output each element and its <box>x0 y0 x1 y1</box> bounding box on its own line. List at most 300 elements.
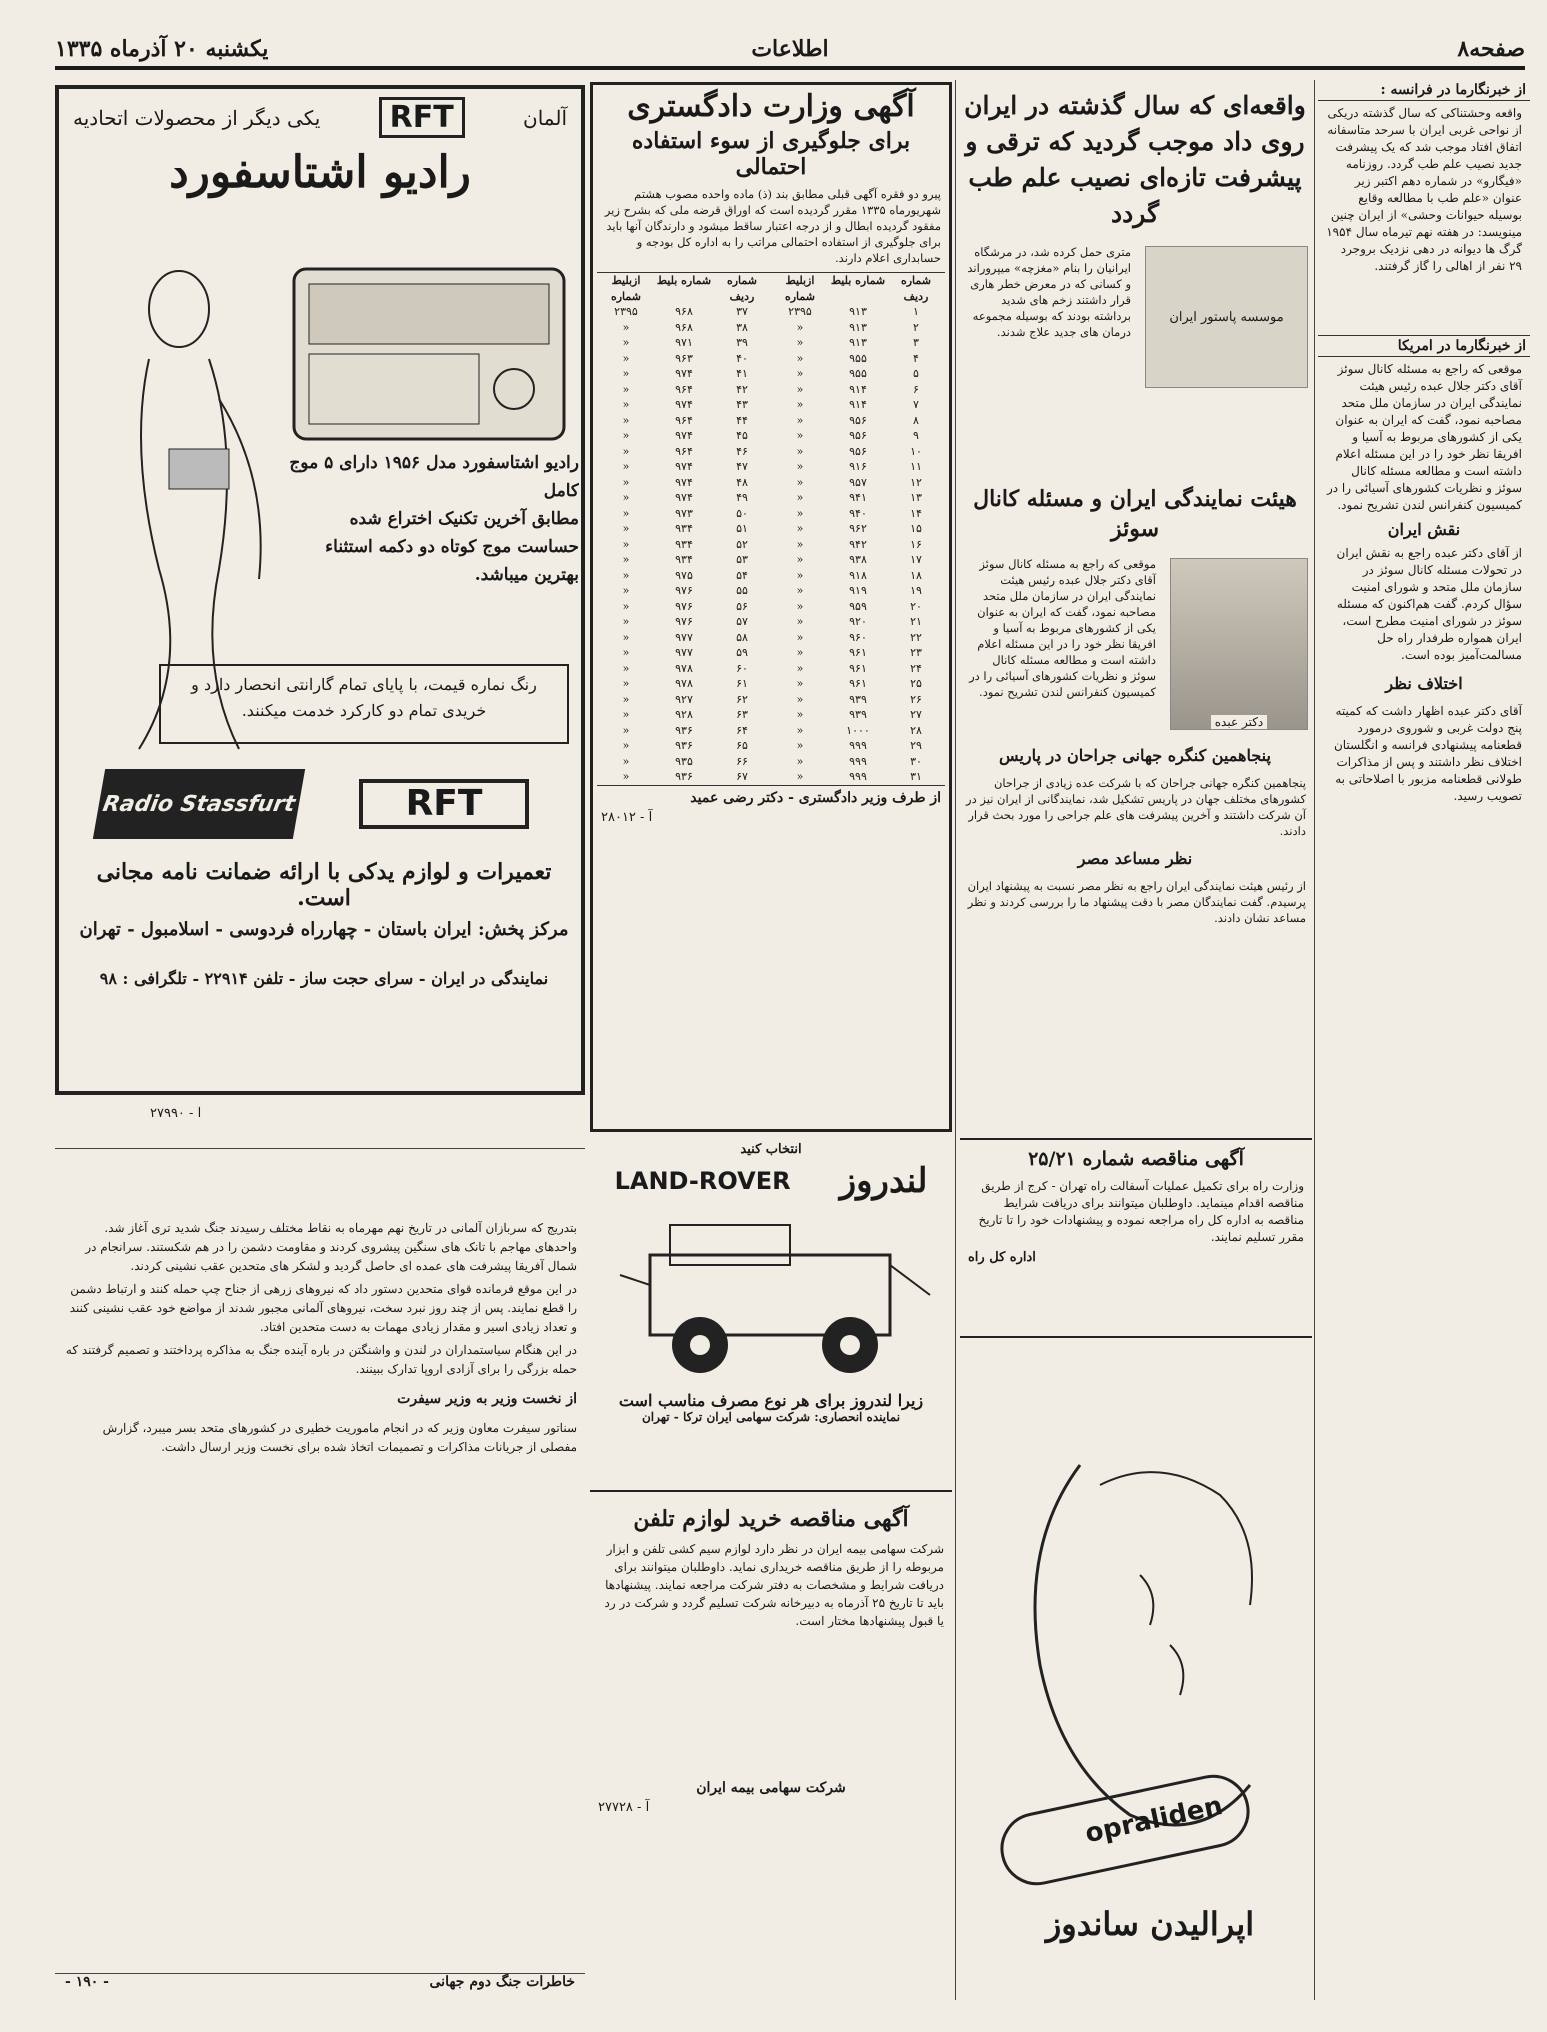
bond-table-cell: ۹۷۶ <box>675 584 693 597</box>
bond-table-row <box>597 490 945 506</box>
bond-table-cell: ۶ <box>913 382 919 396</box>
bond-table-cell: ۹ <box>913 429 919 442</box>
bond-table-cell: ۱ <box>913 305 919 318</box>
bond-table-row <box>597 537 945 553</box>
bond-table-cell: ۴۷ <box>736 460 748 473</box>
bond-table-cell: ۶۶ <box>736 754 748 768</box>
bond-table-cell: « <box>796 460 804 473</box>
bond-table-cell: ۹۳۶ <box>675 739 693 752</box>
bond-table-cell: « <box>622 413 630 427</box>
landrover-brand-fa: لندروز <box>839 1161 928 1201</box>
bond-table-cell: « <box>622 475 630 489</box>
bond-table-cell: ۶۰ <box>736 661 748 675</box>
war-body-1: بتدریج که سربازان آلمانی در تاریخ نهم مهرماه به نقاط مختلف رسیدند جنگ شدید تری آغاز شد. واحدهای مهاجم با تانک های سنگین پیشروی کردند و مقاومت دشمن را در هم شکستند. سرانجام در شمال آفریقا پیشرفت های عمده ای حاصل گردید و لشکر های متحدین عقب نشینی کردند. <box>85 1221 577 1273</box>
bond-table-cell: ۹۷۴ <box>675 367 693 380</box>
subhead-iran-role: نقش ایران <box>1387 520 1461 539</box>
war-body-2: در این موقع فرمانده قوای متحدین دستور داد که نیروهای زرهی از جناح چپ حمله کنند و ارتباط دشمن را قطع نمایند. پس از چند روز نبرد سخت، نیروهای آلمانی مجبور شدند از مواضع خود عقب نشینی کنند و تعداد زیادی اسیر و مقدار زیادی مهمات به دست متحدین افتاد. <box>69 1282 577 1334</box>
bond-table-cell: ۵۴ <box>736 568 748 582</box>
bond-table-cell: ۵۱ <box>736 522 748 535</box>
bond-table-row <box>597 304 945 320</box>
bond-table-cell: « <box>796 320 804 334</box>
bond-table-cell: ۹۱۹ <box>849 584 867 597</box>
road-tender-signature: اداره کل راه <box>968 1250 1036 1265</box>
rft-warranty-box: رنگ نماره قیمت، با پایای تمام گارانتی انحصار دارد و خریدی تمام دو کارکرد خدمت میکنند. <box>159 664 569 744</box>
bond-table-row <box>597 351 945 367</box>
bond-table-cell: ۲۳ <box>910 646 922 659</box>
bond-table-cell: ۹۳۶ <box>675 723 693 737</box>
bond-table-cell: ۹۵۶ <box>849 413 867 427</box>
ad-justice-ministry <box>590 82 952 1132</box>
bond-table-cell: « <box>796 661 804 675</box>
phone-tender-body: شرکت سهامی بیمه ایران در نظر دارد لوازم سیم کشی تلفن و ابزار مربوطه را از طریق مناقصه خریداری نماید. داوطلبان میتوانند برای دریافت شرایط و مشخصات به دفتر شرکت مراجعه نمایند. پیشنهادها باید تا تاریخ ۲۵ آذرماه به دبیرخانه شرکت تسلیم گردد و شرکت در رد یا قبول پیشنهادها مختار است. <box>604 1542 944 1628</box>
bond-table-cell: ۹۵۵ <box>849 351 867 365</box>
bond-table-row <box>597 382 945 398</box>
bond-table-cell: « <box>796 630 804 644</box>
bond-table-cell: ۳۰ <box>910 754 922 768</box>
bond-table-cell: ۹۱۶ <box>849 460 867 473</box>
bond-table-cell: ۶۳ <box>736 708 748 721</box>
landrover-illustration <box>590 1205 952 1385</box>
bond-table-cell: « <box>796 754 804 768</box>
bond-table-cell: ۴۹ <box>736 491 748 504</box>
bond-table-cell: ۴ <box>913 351 919 365</box>
bond-table-cell: ۵۵ <box>736 584 748 597</box>
bond-table-cell: « <box>796 692 804 706</box>
rft-service: تعمیرات و لوازم یدکی با ارائه ضمانت نامه مجانی است. <box>96 859 552 911</box>
bond-table-row <box>597 552 945 568</box>
bond-table-cell: « <box>622 692 630 706</box>
bond-table-row <box>597 413 945 429</box>
bond-table-cell: ۹۳۴ <box>675 522 693 535</box>
ad-rft-radio <box>55 85 585 1095</box>
rft-slogan: یکی دیگر از محصولات اتحادیه <box>73 105 321 130</box>
bond-table-cell: « <box>622 584 630 597</box>
bond-table-cell: ۴۵ <box>736 429 748 442</box>
bond-table-cell: ۶۱ <box>736 677 748 690</box>
bond-table <box>597 272 945 786</box>
bond-table-cell: « <box>622 553 630 566</box>
war-body-3: در این هنگام سیاستمداران در لندن و واشنگتن در باره آینده جنگ به مذاکره پرداختند و تصمیم گرفتند که حمله بزرگی را برای آزادی اروپا تدارک ببینند. <box>65 1343 577 1376</box>
bond-table-cell: ۹۷۸ <box>675 661 693 675</box>
bond-table-cell: « <box>796 599 804 613</box>
bond-table-row <box>597 692 945 708</box>
bond-table-header-cell: شماره بلیط <box>656 274 712 287</box>
bond-table-cell: ۶۷ <box>736 770 748 783</box>
bond-table-row <box>597 583 945 599</box>
bond-table-cell: « <box>622 646 630 659</box>
bond-table-cell: ۴۴ <box>736 413 748 427</box>
page-header <box>55 30 1525 70</box>
bond-table-cell: ۹۳۸ <box>849 553 867 566</box>
bond-table-header-cell: ازبلیط شماره <box>784 274 815 303</box>
bond-table-cell: « <box>622 320 630 334</box>
landrover-agent: نماینده انحصاری: شرکت سهامی ایران ترکا - تهران <box>641 1410 901 1424</box>
bond-table-cell: ۵۹ <box>736 646 748 659</box>
rft-ad-code: آ - ۲۷۹۹۰ <box>150 1106 202 1121</box>
war-subhead: از نخست وزیر به وزیر سیفرت <box>397 1391 577 1407</box>
subhead-disagreement: اختلاف نظر <box>1385 674 1463 693</box>
bond-table-cell: ۹۷۷ <box>675 646 693 659</box>
article-suez-body-c: آقای دکتر عبده اظهار داشت که کمیته پنج دولت غربی و شوروی درمورد قطعنامه پیشنهادی فرانسه و انگلستان اختلاف نظر داشتند و پس از مذاکرات طولانی قطعنامه مزبور با اصلاحاتی به تصویب رسید. <box>1333 704 1522 803</box>
bond-table-cell: ۱۳ <box>910 491 922 504</box>
road-tender-body: وزارت راه برای تکمیل عملیات آسفالت راه تهران - کرج از طریق مناقصه اقدام مینماید. داوطلبان میتوانند برای دریافت شرایط مناقصه به اداره کل راه مراجعه نموده و پیشنهادات خود را تا تاریخ مقرر تسلیم نمایند. <box>978 1179 1304 1244</box>
bond-table-cell: ۱۶ <box>910 537 922 551</box>
bond-table-cell: ۹۷۴ <box>675 475 693 489</box>
bond-table-cell: ۹۶۸ <box>675 320 693 334</box>
bond-table-row <box>597 645 945 661</box>
bond-table-cell: « <box>622 444 630 458</box>
bond-table-row <box>597 444 945 460</box>
bond-table-cell: ۹۶۱ <box>849 661 867 675</box>
bond-table-cell: ۹۹۹ <box>849 770 867 783</box>
ad-telephone-tender <box>590 1498 952 1998</box>
rft-description: مطابق آخرین تکنیک اختراع شده حساست موج کوتاه دو دکمه استثناء بهترین میباشد. <box>325 509 579 585</box>
bond-table-cell: ۹۱۴ <box>849 398 867 411</box>
bond-table-body <box>597 304 945 785</box>
column-right <box>1318 80 1530 2000</box>
bond-table-cell: « <box>796 351 804 365</box>
bond-table-row <box>597 366 945 382</box>
bond-table-cell: ۹۵۷ <box>849 475 867 489</box>
bond-table-cell: ۴۲ <box>736 382 748 396</box>
bond-table-cell: ۹۷۶ <box>675 615 693 628</box>
portrait-caption: دکتر عبده <box>1211 715 1267 729</box>
justice-ad-subtitle: برای جلوگیری از سوء استفاده احتمالی <box>631 128 911 180</box>
bond-table-cell: « <box>796 382 804 396</box>
bond-table-cell: « <box>622 351 630 365</box>
war-series-title: خاطرات جنگ دوم جهانی <box>429 1974 575 1990</box>
ad-opraliden <box>960 1345 1312 1995</box>
rft-distribution-center: مرکز پخش: ایران باستان - چهارراه فردوسی - اسلامبول - تهران <box>79 919 569 940</box>
bond-table-cell: ۲۱ <box>910 615 922 628</box>
road-tender-title: آگهی مناقصه شماره ۲۵/۲۱ <box>1028 1148 1244 1170</box>
bond-table-row <box>597 614 945 630</box>
pasteur-photo-caption: موسسه پاستور ایران <box>1169 309 1284 325</box>
bond-table-cell: ۹۶۸ <box>675 305 693 318</box>
page-number: صفحه۸ <box>1457 36 1525 62</box>
rft-model: رادیو اشتاسفورد مدل ۱۹۵۶ دارای ۵ موج کامل <box>289 453 579 501</box>
bond-table-cell: ۲ <box>913 320 919 334</box>
bond-table-row <box>597 754 945 770</box>
landrover-brand-en: LAND-ROVER <box>614 1167 791 1195</box>
justice-ad-code: آ - ۲۸۰۱۲ <box>601 809 653 825</box>
bond-table-cell: « <box>622 723 630 737</box>
bond-table-cell: ۹۴۲ <box>849 537 867 551</box>
bond-table-header <box>597 273 945 304</box>
bond-table-cell: ۹۱۳ <box>849 305 867 318</box>
bond-table-cell: « <box>796 506 804 520</box>
bond-table-cell: ۹۲۷ <box>675 692 693 706</box>
bond-table-cell: ۵۳ <box>736 553 748 566</box>
bond-table-cell: « <box>796 708 804 721</box>
bond-table-cell: ۹۱۳ <box>849 320 867 334</box>
bond-table-cell: « <box>796 770 804 783</box>
bond-table-cell: ۹۶۱ <box>849 646 867 659</box>
bond-table-cell: ۹۶۰ <box>849 630 867 644</box>
subhead-surgeons: پنجاهمین کنگره جهانی جراحان در پاریس <box>999 746 1271 765</box>
bond-table-cell: « <box>796 429 804 442</box>
bond-table-cell: « <box>796 739 804 752</box>
bond-table-cell: ۹۷۴ <box>675 398 693 411</box>
bond-table-cell: ۳۸ <box>736 320 748 334</box>
bond-table-cell: ۶۵ <box>736 739 748 752</box>
justice-ad-signature: از طرف وزیر دادگستری - دکتر رضی عمید <box>690 789 941 806</box>
opraliden-illustration <box>960 1345 1312 1995</box>
bond-table-cell: ۵۷ <box>736 615 748 628</box>
bond-table-row <box>597 738 945 754</box>
bond-table-cell: « <box>796 584 804 597</box>
rft-country: آلمان <box>523 105 567 130</box>
bond-table-cell: ۹۴۰ <box>849 506 867 520</box>
article-rabies-body-b: متری حمل کرده شد، در مرشگاه ایرانیان را بنام «مغزچه» میپروراند و کسانی که در معرض خطر هاری قرار داشتند زخم های شدید برداشته بودند که بوسیله مجموعه درمان های جدید علاج شدند. <box>967 245 1131 339</box>
headline-rabies: واقعه‌ای که سال گذشته در ایران روی داد موجب گردید که ترقی و پیشرفت تازه‌ای نصیب علم طب گردد <box>964 91 1306 228</box>
ad-road-tender <box>960 1138 1312 1338</box>
bond-table-cell: ۹۵۹ <box>849 599 867 613</box>
bond-table-cell: ۶۲ <box>736 692 748 706</box>
bond-table-cell: ۹۷۴ <box>675 429 693 442</box>
bond-table-cell: ۲۳۹۵ <box>614 305 638 318</box>
bond-table-row <box>597 335 945 351</box>
bond-table-row <box>597 459 945 475</box>
bond-table-cell: ۱۰ <box>910 444 922 458</box>
bond-table-cell: ۳۷ <box>736 305 748 318</box>
bond-table-row <box>597 397 945 413</box>
bond-table-cell: ۹۳۵ <box>675 754 693 768</box>
bond-table-row <box>597 707 945 723</box>
newspaper-name: اطلاعات <box>751 36 829 62</box>
bond-table-cell: « <box>622 739 630 752</box>
bond-table-cell: « <box>796 413 804 427</box>
bond-table-cell: « <box>622 398 630 411</box>
bond-table-cell: ۹۱۴ <box>849 382 867 396</box>
bond-table-cell: ۳ <box>913 336 919 349</box>
bond-table-row <box>597 521 945 537</box>
bond-table-cell: « <box>622 770 630 783</box>
bond-table-cell: « <box>796 568 804 582</box>
article-suez-body-a: موقعی که راجع به مسئله کانال سوئز آقای دکتر جلال عبده رئیس هیئت نمایندگی ایران در سازمان ملل متحد مصاحبه نمود، گفت که ایران به عنوان یکی از کشورهای مربوط به آسیا و افریقا نظر خود را در این مسئله اعلام داشته است و مطالعه مسئله کانال سوئز و نظریات کشورهای آسیائی را در کمیسیون کنفرانس لندن تشریح نمود. <box>1326 362 1522 512</box>
bond-table-cell: ۹۷۵ <box>675 568 693 582</box>
bond-table-cell: ۹۷۱ <box>675 336 693 349</box>
bond-table-cell: ۹۵۵ <box>849 367 867 380</box>
bond-table-cell: ۱۴ <box>910 506 922 520</box>
bond-table-cell: ۹۳۴ <box>675 537 693 551</box>
bond-table-cell: « <box>622 599 630 613</box>
rft-logo-top: RFT <box>379 97 465 138</box>
bond-table-cell: ۲۷ <box>910 708 922 721</box>
bond-table-cell: « <box>796 615 804 628</box>
bond-table-cell: « <box>622 522 630 535</box>
bond-table-cell: ۹۹۹ <box>849 739 867 752</box>
phone-tender-code: آ - ۲۷۷۲۸ <box>598 1800 650 1815</box>
bond-table-cell: ۲۵ <box>910 677 922 690</box>
bond-table-cell: ۹۱۳ <box>849 336 867 349</box>
bond-table-cell: ۴۰ <box>736 351 748 365</box>
bond-table-cell: ۲۴ <box>910 661 922 675</box>
bond-table-cell: ۹۶۴ <box>675 444 693 458</box>
bond-table-cell: ۹۲۰ <box>849 615 867 628</box>
bond-table-cell: « <box>622 506 630 520</box>
bond-table-header-cell: ازبلیط شماره <box>610 274 641 303</box>
bond-table-cell: ۱۰۰۰ <box>846 723 870 737</box>
bond-table-cell: ۹۶۴ <box>675 413 693 427</box>
bond-table-cell: ۹۳۴ <box>675 553 693 566</box>
bond-table-cell: ۳۱ <box>910 770 922 783</box>
bond-table-cell: ۹۳۹ <box>849 708 867 721</box>
bond-table-row <box>597 320 945 336</box>
kicker-france: از خبرنگارما در فرانسه : <box>1318 80 1530 101</box>
bond-table-row <box>597 568 945 584</box>
opraliden-brand-fa: اپرالیدن ساندوز <box>1045 1905 1255 1943</box>
bond-table-cell: « <box>622 754 630 768</box>
rft-agency: نمایندگی در ایران - سرای حجت ساز - تلفن ۲۲۹۱۴ - تلگرافی : ۹۸ <box>99 969 549 988</box>
bond-table-cell: « <box>796 646 804 659</box>
kicker-america: از خبرنگارما در امریکا <box>1318 335 1530 357</box>
bond-table-cell: ۹۷۴ <box>675 460 693 473</box>
article-surgeons-body: پنجاهمین کنگره جهانی جراحان که با شرکت عده زیادی از جراحان کشورهای مختلف جهان در پاریس تشکیل شد، نمایندگانی از ایران نیز در آن شرکت داشتند و آخرین پیشرفت های علم جراحی را مورد بحث قرار دادند. <box>966 776 1306 838</box>
bond-table-cell: ۹۶۴ <box>675 382 693 396</box>
bond-table-cell: ۹۷۳ <box>675 506 693 520</box>
bond-table-cell: « <box>796 677 804 690</box>
bond-table-cell: « <box>622 367 630 380</box>
phone-tender-signature: شرکت سهامی بیمه ایران <box>696 1780 846 1796</box>
bond-table-cell: ۹۳۶ <box>675 770 693 783</box>
bond-table-cell: ۲۶ <box>910 692 922 706</box>
war-body-4: سناتور سیفرت معاون وزیر که در انجام ماموریت خطیری در کشورهای متحد بسر میبرد، گزارش مفصلی از جریانات مذاکرات و تصمیمات اتخاذ شده برای نخست وزیر ارسال داشت. <box>102 1421 577 1454</box>
bond-table-cell: ۹۵۶ <box>849 429 867 442</box>
bond-table-cell: ۵ <box>913 367 919 380</box>
bond-table-cell: « <box>622 708 630 721</box>
bond-table-cell: « <box>622 630 630 644</box>
rft-product-name: رادیو اشتاسفورد <box>169 147 471 198</box>
bond-table-cell: « <box>622 491 630 504</box>
bond-table-cell: « <box>796 723 804 737</box>
bond-table-row <box>597 723 945 739</box>
bond-table-header-cell: شماره ردیف <box>900 274 931 303</box>
bond-table-cell: « <box>622 460 630 473</box>
bond-table-cell: « <box>796 553 804 566</box>
bond-table-row <box>597 769 945 785</box>
radio-illustration <box>289 264 569 444</box>
bond-table-cell: ۹۵۶ <box>849 444 867 458</box>
bond-table-cell: ۵۰ <box>736 506 748 520</box>
ad-land-rover <box>590 1142 952 1492</box>
issue-date: یکشنبه ۲۰ آذرماه ۱۳۳۵ <box>55 36 269 62</box>
bond-table-cell: « <box>622 336 630 349</box>
bond-table-row <box>597 630 945 646</box>
rft-logo-bottom: RFT <box>359 779 529 829</box>
bond-table-cell: « <box>796 336 804 349</box>
bond-table-cell: ۹۱۸ <box>849 568 867 582</box>
bond-table-cell: ۹۳۹ <box>849 692 867 706</box>
bond-table-cell: ۵۸ <box>736 630 748 644</box>
bond-table-cell: ۱۹ <box>910 584 922 597</box>
article-egypt-body: از رئیس هیئت نمایندگی ایران راجع به نظر مصر نسبت به پیشنهاد ایران پرسیدم. گفت نمایندگان مصر با دقت پیشنهاد ما را بررسی کردند و نظر مساعد نشان دادند. <box>967 879 1306 925</box>
article-rabies-body: واقعه وحشتناکی که سال گذشته دریکی از نواحی غربی ایران با سرحد متاسفانه اتفاق افتاد موجب شد که یک پیشرفت جدید نصیب علم طب گردد. روزنامه «فیگارو» در شماره دهم اکتبر زیر عنوان «علم طب با مطالعه وقایع بوسیله حیوانات وحشی» از ایران چنین مینویسد: در هفته نهم تیرماه سال ۱۹۵۴ گرگ ها دیوانه در دهی نزدیک بروجرد ۲۹ نفر از اهالی را گاز گرفتند. <box>1326 106 1522 273</box>
bond-table-cell: ۹۷۶ <box>675 599 693 613</box>
bond-table-row <box>597 428 945 444</box>
subhead-egypt: نظر مساعد مصر <box>1077 849 1193 868</box>
bond-table-cell: ۹۷۴ <box>675 491 693 504</box>
bond-table-row <box>597 599 945 615</box>
rft-radio-badge: Radio Stassfurt <box>93 769 305 839</box>
bond-table-cell: ۱۵ <box>910 522 922 535</box>
bond-table-cell: « <box>796 522 804 535</box>
bond-table-cell: ۳۹ <box>736 336 748 349</box>
bond-table-cell: ۱۲ <box>910 475 922 489</box>
bond-table-cell: « <box>796 537 804 551</box>
bond-table-cell: « <box>622 661 630 675</box>
bond-table-cell: ۲۲ <box>910 630 922 644</box>
bond-table-cell: ۴۶ <box>736 444 748 458</box>
bond-table-cell: « <box>622 568 630 582</box>
bond-table-header-cell: شماره ردیف <box>726 274 757 303</box>
bond-table-cell: « <box>796 367 804 380</box>
bond-table-cell: ۹۶۳ <box>675 351 693 365</box>
landrover-kicker: انتخاب کنید <box>740 1142 802 1157</box>
bond-table-cell: ۴۱ <box>736 367 748 380</box>
article-suez-body-d: موقعی که راجع به مسئله کانال سوئز آقای دکتر جلال عبده رئیس هیئت نمایندگی ایران در سازمان ملل متحد مصاحبه نمود، گفت که ایران به عنوان یکی از کشورهای مربوط به آسیا و افریقا نظر خود را در این مسئله اعلام داشته است و مطالعه مسئله کانال سوئز و نظریات کشورهای آسیائی را در کمیسیون کنفرانس لندن تشریح نمود. <box>969 557 1156 699</box>
bond-table-cell: « <box>622 537 630 551</box>
justice-ad-body: پیرو دو فقره آگهی قبلی مطابق بند (ذ) ماده واحده مصوب هشتم شهریورماه ۱۳۳۵ مقرر گردیده است که اوراق قرضه ملی که بشرح زیر مفقود گردیده ابطال و از درجه اعتبار ساقط میشود و دارندگان آنها باید برای جلوگیری از استفاده احتمالی مراتب را به اداره کل بودجه و حسابداری اعلام دارند. <box>604 187 941 265</box>
bond-table-cell: ۲۹ <box>910 739 922 752</box>
article-war-memoir <box>55 1148 585 1998</box>
bond-table-row <box>597 475 945 491</box>
bond-table-cell: « <box>796 398 804 411</box>
war-page-code: - ۱۹۰ - <box>65 1974 109 1990</box>
bond-table-cell: « <box>796 444 804 458</box>
portrait-abdoh-photo <box>1170 558 1308 730</box>
bond-table-cell: ۹۷۷ <box>675 630 693 644</box>
bond-table-cell: ۲۳۹۵ <box>788 305 812 318</box>
bond-table-cell: « <box>796 475 804 489</box>
bond-table-cell: ۹۶۱ <box>849 677 867 690</box>
bond-table-cell: ۹۷۸ <box>675 677 693 690</box>
bond-table-cell: ۵۶ <box>736 599 748 613</box>
bond-table-row <box>597 676 945 692</box>
bond-table-row <box>597 506 945 522</box>
bond-table-cell: ۵۲ <box>736 537 748 551</box>
bond-table-row <box>597 661 945 677</box>
bond-table-cell: ۱۱ <box>910 460 922 473</box>
phone-tender-title: آگهی مناقصه خرید لوازم تلفن <box>633 1506 909 1532</box>
landrover-tagline: زیرا لندروز برای هر نوع مصرف مناسب است <box>618 1391 924 1410</box>
bond-table-header-cell: شماره بلیط <box>830 274 886 287</box>
bond-table-cell: ۹۹۹ <box>849 754 867 768</box>
bond-table-cell: ۱۸ <box>910 568 922 582</box>
bond-table-cell: ۹۲۸ <box>675 708 693 721</box>
headline-suez: هیئت نمایندگی ایران و مسئله کانال سوئز <box>973 486 1297 542</box>
bond-table-cell: ۴۳ <box>736 398 748 411</box>
bond-table-cell: ۲۸ <box>910 723 922 737</box>
justice-ad-title: آگهی وزارت دادگستری <box>627 89 915 124</box>
bond-table-cell: ۷ <box>913 398 919 411</box>
opraliden-brand-en: opraliden <box>1082 1790 1226 1850</box>
bond-table-cell: « <box>622 429 630 442</box>
bond-table-cell: « <box>622 615 630 628</box>
bond-table-cell: « <box>622 677 630 690</box>
bond-table-cell: « <box>622 382 630 396</box>
bond-table-cell: ۱۷ <box>910 553 922 566</box>
bond-table-cell: ۲۰ <box>910 599 922 613</box>
pasteur-institute-photo <box>1145 246 1308 388</box>
article-suez-body-b: از آقای دکتر عبده راجع به نقش ایران در تحولات مسئله کانال سوئز در سازمان ملل متحد و شورای امنیت سؤال کردم. گفت هم‌اکنون که مسئله سوئز در شورای امنیت مطرح است، ایران همواره طرفدار راه حل مسالمت‌آمیز بوده است. <box>1336 546 1522 662</box>
bond-table-cell: ۸ <box>913 413 919 427</box>
bond-table-cell: « <box>796 491 804 504</box>
bond-table-cell: ۹۴۱ <box>849 491 867 504</box>
bond-table-cell: ۹۶۲ <box>849 522 867 535</box>
bond-table-cell: ۴۸ <box>736 475 748 489</box>
bond-table-cell: ۶۴ <box>736 723 748 737</box>
